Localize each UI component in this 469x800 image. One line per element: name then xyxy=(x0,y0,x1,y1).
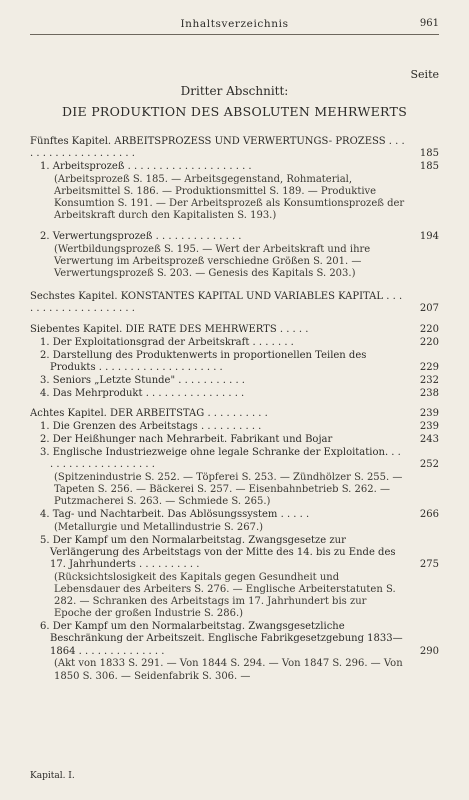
header-rule xyxy=(30,34,439,35)
toc-page-number: 207 xyxy=(419,303,439,315)
page-number: 961 xyxy=(419,18,439,29)
toc-page-number: 229 xyxy=(419,362,439,373)
toc-section-row xyxy=(30,375,439,387)
toc-entry-text: 2. Darstellung des Produktenwerts in proportionellen Teilen des Produkts . . . . . . . . . . . . . . . . . . . . xyxy=(40,349,367,373)
toc-entry-text: (Metallurgie und Metallindustrie S. 267.) xyxy=(54,521,264,533)
toc-entry-text: (Arbeitsprozeß S. 185. — Arbeitsgegenstand, Rohmaterial, Arbeitsmittel S. 186. — Produktionsmittel S. 189. — Produktive Konsumtion S. 191. — Der Arbeitsprozeß als Konsumtionsprozeß der Arbeitskraft durch den Kapitalisten S. 193.) xyxy=(54,173,405,222)
toc-page-number: 239 xyxy=(419,408,439,420)
section-heading: Dritter Abschnitt: xyxy=(180,84,289,98)
toc-section-row xyxy=(30,509,439,521)
toc-gap xyxy=(30,281,439,291)
toc-sub-row xyxy=(30,522,439,534)
toc-entry-text: 4. Das Mehrprodukt . . . . . . . . . . . . . . . . xyxy=(40,387,245,399)
footer-signature: Kapital. I. xyxy=(30,771,75,781)
toc-page-number: 243 xyxy=(419,433,439,445)
toc-entry-text: 1. Der Exploitationsgrad der Arbeitskraft . . . . . . . xyxy=(40,337,294,348)
toc-entry-text: (Akt von 1833 S. 291. — Von 1844 S. 294. — Von 1847 S. 296. — Von 1850 S. 306. — Seidenfabrik S. 306. — xyxy=(54,658,403,682)
toc-page-number: 290 xyxy=(419,645,439,657)
toc-section-row xyxy=(30,447,439,471)
toc-entry-text: Achtes Kapitel. DER ARBEITSTAG . . . . . . . . . . xyxy=(30,408,268,420)
toc-page-number: 232 xyxy=(419,374,439,386)
toc-entry-text: 2. Der Heißhunger nach Mehrarbeit. Fabrikant und Bojar xyxy=(40,433,333,445)
toc-page-number: 220 xyxy=(419,337,439,348)
toc-section-row xyxy=(30,388,439,400)
toc-entry-text: 4. Tag- und Nachtarbeit. Das Ablösungssystem . . . . . xyxy=(40,508,310,520)
toc-chapter-row xyxy=(30,408,439,420)
toc-page-number: 266 xyxy=(419,508,439,520)
toc-chapter-row xyxy=(30,291,439,315)
toc-entry-text: 3. Englische Industriezweige ohne legale Schranke der Exploitation. . . . . . . . . . . . . . . . . . . . xyxy=(40,446,401,470)
toc-section-row xyxy=(30,535,439,572)
toc-entry-text: Sechstes Kapitel. KONSTANTES KAPITAL UND VARIABLES KAPITAL . . . . . . . . . . . . . . . . . . . . xyxy=(30,291,403,315)
toc-entry-text: 1. Arbeitsprozeß . . . . . . . . . . . . . . . . . . . . xyxy=(40,161,252,172)
section-title: DIE PRODUKTION DES ABSOLUTEN MEHRWERTS xyxy=(61,104,408,119)
toc-gap xyxy=(30,223,439,231)
toc-page-number: 275 xyxy=(419,558,439,570)
toc-page-number: 239 xyxy=(419,421,439,433)
toc-entry-text: 1. Die Grenzen des Arbeitstags . . . . . . . . . . xyxy=(40,421,262,433)
toc-entry-text: (Spitzenindustrie S. 252. — Töpferei S. 253. — Zündhölzer S. 255. — Tapeten S. 256. — Bäckerei S. 257. — Eisenbahnbetrieb S. 262. — Putzmacherei S. 263. — Schmiede S. 265.) xyxy=(54,471,403,508)
toc-page-number: 220 xyxy=(419,324,439,336)
toc-entry-text: (Rücksichtslosigkeit des Kapitals gegen Gesundheit und Lebensdauer des Arbeiters S. 276. — Englische Arbeiterstatuten S. 282. — Schranken des Arbeitstags im 17. Jahrhundert bis zur Epoche der großen Industrie S. 286.) xyxy=(54,571,396,620)
toc-section-row xyxy=(30,621,439,658)
toc-chapter-row xyxy=(30,136,439,160)
toc-gap xyxy=(30,400,439,408)
toc-sub-row xyxy=(30,572,439,621)
running-head-title: Inhaltsverzeichnis xyxy=(180,18,289,30)
table-of-contents xyxy=(30,136,439,683)
toc-section-row xyxy=(30,231,439,243)
toc-chapter-row xyxy=(30,324,439,336)
toc-entry-text: 2. Verwertungsprozeß . . . . . . . . . . . . . . xyxy=(40,231,242,243)
toc-page-number: 252 xyxy=(419,458,439,470)
toc-section-row xyxy=(30,337,439,349)
toc-sub-row xyxy=(30,174,439,223)
toc-entry-text: Siebentes Kapitel. DIE RATE DES MEHRWERTS . . . . . xyxy=(30,324,309,336)
toc-entry-text: 5. Der Kampf um den Normalarbeitstag. Zwangsgesetze zur Verlängerung des Arbeitstags von der Mitte des 14. bis zu Ende des 17. Jahrhunderts . . . . . . . . . . xyxy=(40,534,396,570)
toc-sub-row xyxy=(30,244,439,281)
toc-entry-text: 6. Der Kampf um den Normalarbeitstag. Zwangsgesetzliche Beschränkung der Arbeitszeit. Englische Fabrikgesetzgebung 1833—1864 . . . . . . . . . . . . . . xyxy=(40,621,403,657)
toc-sub-row xyxy=(30,472,439,509)
toc-page-number: 194 xyxy=(419,231,439,243)
toc-entry-text: 3. Seniors „Letzte Stunde" . . . . . . . . . . . xyxy=(40,374,245,386)
toc-gap xyxy=(30,316,439,324)
toc-entry-text: (Wertbildungsprozeß S. 195. — Wert der Arbeitskraft und ihre Verwertung im Arbeitsprozeß verschiedne Größen S. 201. — Verwertungsprozeß S. 203. — Genesis des Kapitals S. 203.) xyxy=(54,244,371,280)
toc-section-row xyxy=(30,434,439,446)
toc-section-row xyxy=(30,350,439,374)
toc-section-row xyxy=(30,421,439,433)
toc-page-number: 238 xyxy=(419,387,439,399)
toc-sub-row xyxy=(30,658,439,682)
toc-section-row xyxy=(30,161,439,173)
toc-page-number: 185 xyxy=(419,148,439,160)
toc-page-number: 185 xyxy=(419,161,439,172)
seite-label: Seite xyxy=(410,68,439,81)
toc-entry-text: Fünftes Kapitel. ARBEITSPROZESS UND VERWERTUNGS- PROZESS . . . . . . . . . . . . . . . . . . . . xyxy=(30,136,405,160)
